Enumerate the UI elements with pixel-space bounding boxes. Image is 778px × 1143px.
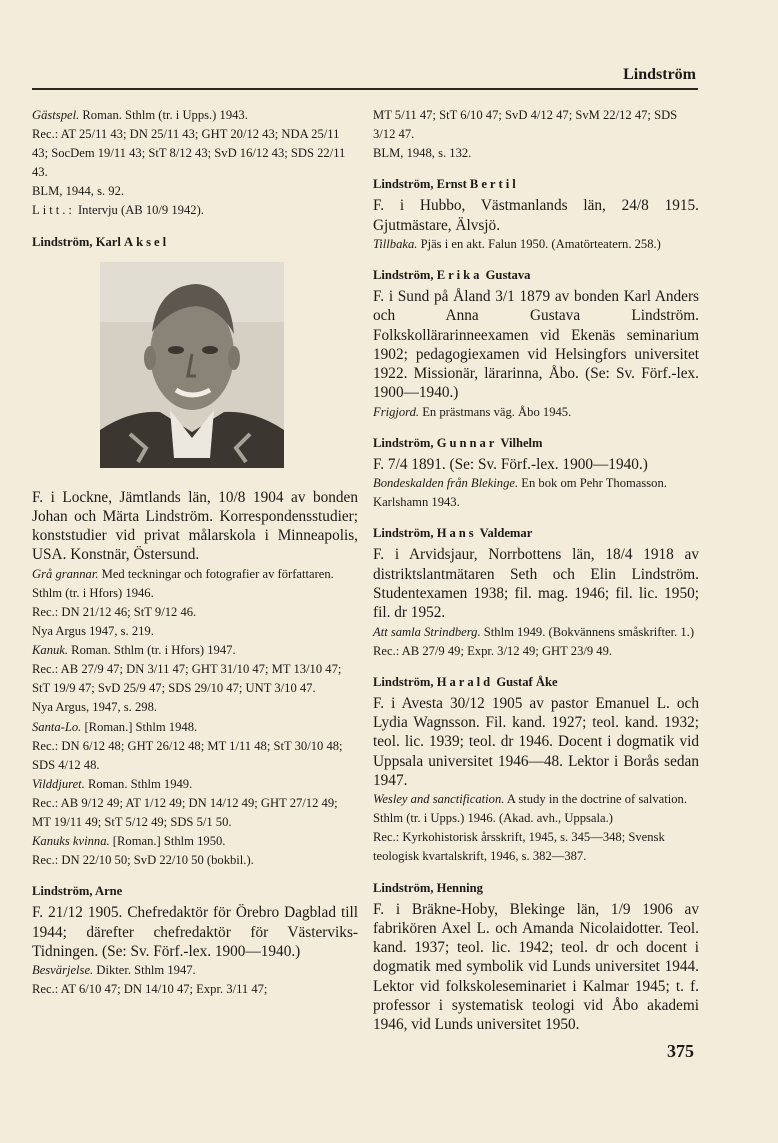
right-column [373,106,699,1035]
work-title: Gästspel. [32,108,80,122]
author-heading: Lindström, Ernst Bertil [373,177,519,192]
review-list: Rec.: AT 25/11 43; DN 25/11 43; GHT 20/12 43; NDA 25/11 43; SocDem 19/11 43; StT 8/12 43; SvD 16/12 43; SDS 22/11 43. [32,127,346,180]
work-title: Santa-Lo. [32,719,82,734]
author-heading: Lindström, Hans Valdemar [373,526,533,541]
work-title: Kanuks kvinna. [32,834,110,849]
work-title: Besvärjelse. [32,963,94,978]
review-list: Rec.: DN 21/12 46; StT 9/12 46. [32,604,197,619]
author-heading: Lindström, Gunnar Vilhelm [373,435,543,450]
author-bio: F. i Lockne, Jämtlands län, 10/8 1904 av bonden Johan och Märta Lindström. Korrespondensstudier; konststudier vid privat målarskola i Minneapolis, USA. Konstnär, Östersund. [32,488,358,564]
work-title: Frigjord. [373,404,420,419]
left-column [32,106,358,999]
work-entry: Kanuk. Roman. Sthlm (tr. i Hfors) 1947. [32,643,236,658]
work-title: Att samla Strindberg. [373,624,481,639]
work-entry: Bondeskalden från Blekinge. En bok om Pehr Thomasson. Karlshamn 1943. [373,476,667,510]
author-bio: F. i Bräkne-Hoby, Blekinge län, 1/9 1906 av fabrikören Axel L. och Amanda Nicolaidotter. Teol. kand. 1937; teol. lic. 1942; teol. dr och docent i dogmatik med symbolik vid Lunds universitet 1944. Lektor vid folkskoleseminariet i Kalmar 1945; t. f. professor i systematisk teologi vid Åbo akademi 1946, vid Lunds universitet 1950. [373,900,699,1034]
author-bio: F. i Hubbo, Västmanlands län, 24/8 1915. Gjutmästare, Älvsjö. [373,197,699,234]
work-entry: Kanuks kvinna. [Roman.] Sthlm 1950. [32,834,226,849]
author-bio: F. i Arvidsjaur, Norrbottens län, 18/4 1918 av distriktslantmätaren Seth och Elin Lindström. Studentexamen 1938; fil. mag. 1946; fil. lic. 1950; fil. dr 1952. [373,546,699,622]
author-entry-harald-gustaf-ake [373,673,699,867]
author-heading: Lindström, Harald Gustaf Åke [373,674,558,689]
work-title: Grå grannar. [32,566,99,581]
work-title: Wesley and sanctification. [373,792,505,807]
review-list: Rec.: DN 22/10 50; SvD 22/10 50 (bokbil.). [32,853,254,868]
review-list: Rec.: DN 6/12 48; GHT 26/12 48; MT 1/11 48; StT 30/10 48; SDS 4/12 48. [32,738,343,772]
work-entry: Tillbaka. Pjäs i en akt. Falun 1950. (Amatörteatern. 258.) [373,236,661,251]
author-entry-henning [373,879,699,1035]
nya-argus-ref: Nya Argus 1947, s. 219. [32,624,154,639]
work-entry: Frigjord. En prästmans väg. Åbo 1945. [373,404,572,419]
author-entry-karl-aksel [32,233,358,871]
author-bio: F. 21/12 1905. Chefredaktör för Örebro Dagblad till 1944; därefter chefredaktör för Västerviks-Tidningen. (Se: Sv. Förf.-lex. 1900—1940.) [32,904,358,960]
work-title: Tillbaka. [373,236,418,251]
work-title: Kanuk. [32,643,69,658]
work-entry: Besvärjelse. Dikter. Sthlm 1947. [32,963,196,978]
blm-ref: BLM, 1944, s. 92. [32,184,125,199]
blm-ref: BLM, 1948, s. 132. [373,146,472,161]
author-heading: Lindström, Arne [32,884,123,899]
litt-ref: Litt.: Intervju (AB 10/9 1942). [32,203,204,218]
author-entry-hans-valdemar [373,524,699,660]
review-list: Rec.: AB 27/9 49; Expr. 3/12 49; GHT 23/9 49. [373,643,613,658]
work-title: Bondeskalden från Blekinge. [373,476,519,491]
review-list: Rec.: Kyrkohistorisk årsskrift, 1945, s. 345—348; Svensk teologisk kvartalskrift, 1946, s. 382—387. [373,830,665,864]
work-entry: Gästspel. Roman. Sthlm (tr. i Upps.) 1943. [32,108,248,122]
author-entry-erika-gustava [373,266,699,422]
author-heading: Lindström, Henning [373,880,483,895]
work-entry: Att samla Strindberg. Sthlm 1949. (Bokvännens småskrifter. 1.) [373,624,695,639]
work-entry: Santa-Lo. [Roman.] Sthlm 1948. [32,719,198,734]
work-entry: Wesley and sanctification. A study in the doctrine of salvation. Sthlm (tr. i Upps.) 1946. (Akad. avh., Uppsala.) [373,792,687,826]
nya-argus-ref: Nya Argus, 1947, s. 298. [32,700,158,715]
page-header [32,64,698,90]
author-bio: F. i Sund på Åland 3/1 1879 av bonden Karl Anders och Anna Gustava Lindström. Folkskollärarinneexamen vid Ekenäs seminarium 1902; pedagogiexamen vid Helsingfors universitet 1922. Missionär, lärarinna, Åbo. (Se: Sv. Förf.-lex. 1900—1940.) [373,287,699,402]
author-entry-ernst-bertil [373,175,699,254]
review-list: Rec.: AT 6/10 47; DN 14/10 47; Expr. 3/11 47; [32,982,268,997]
running-head: Lindström [623,66,696,83]
work-entry: Vilddjuret. Roman. Sthlm 1949. [32,776,193,791]
review-list: Rec.: AB 9/12 49; AT 1/12 49; DN 14/12 49; GHT 27/12 49; MT 19/11 49; StT 5/12 49; SDS 5/1 50. [32,795,338,829]
author-bio: F. 7/4 1891. (Se: Sv. Förf.-lex. 1900—1940.) [373,455,648,473]
author-portrait [100,262,284,468]
work-entry: Grå grannar. Med teckningar och fotografier av författaren. Sthlm (tr. i Hfors) 1946. [32,566,334,600]
author-entry-gunnar-vilhelm [373,434,699,512]
author-heading: Lindström, Karl Aksel [32,234,170,249]
author-bio: F. i Avesta 30/12 1905 av pastor Emanuel L. och Lydia Wagnsson. Fil. kand. 1927; teol. kand. 1932; teol. lic. 1939; teol. dr 1946. Docent i dogmatik vid Uppsala universitet 1946—48. Lektor i Borås sedan 1947. [373,694,699,789]
work-title: Vilddjuret. [32,776,85,791]
author-heading: Lindström, Erika Gustava [373,267,531,282]
page-number: 375 [667,1041,694,1061]
author-entry-arne [32,882,358,999]
review-list-continued: MT 5/11 47; StT 6/10 47; SvD 4/12 47; SvM 22/12 47; SDS 3/12 47. [373,108,678,142]
review-list: Rec.: AB 27/9 47; DN 3/11 47; GHT 31/10 47; MT 13/10 47; StT 19/9 47; SvD 25/9 47; SDS 29/10 47; UNT 3/10 47. [32,662,342,696]
